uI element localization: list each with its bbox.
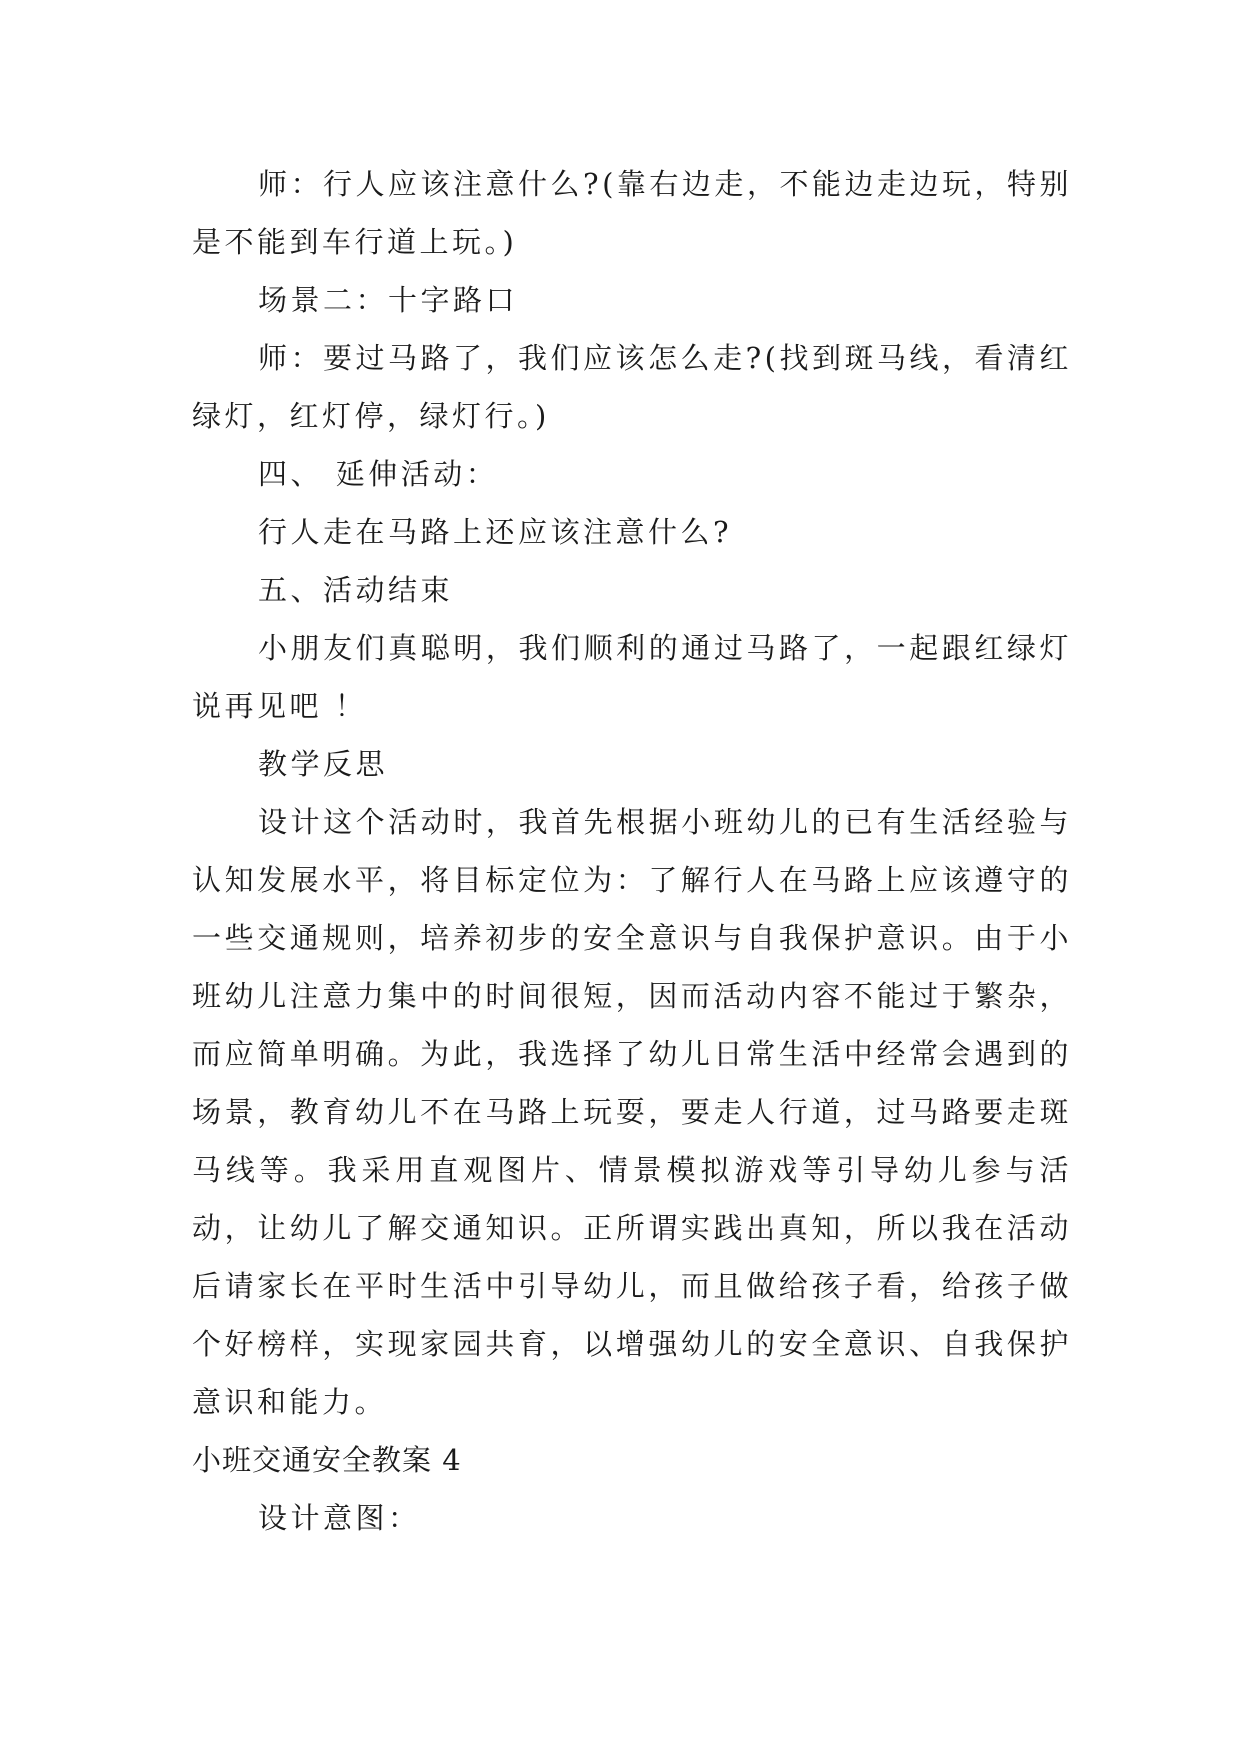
paragraph-reflection-heading: 教学反思 [258,747,389,781]
document-body [192,155,1072,1547]
paragraph-teacher-question-2: 师：要过马路了，我们应该怎么走?(找到斑马线，看清红绿灯，红灯停，绿灯行。) [192,341,1072,433]
section-title: 小班交通安全教案 4 [192,1443,462,1477]
paragraph-design-intent: 设计意图： [258,1501,421,1535]
paragraph-reflection-body: 设计这个活动时，我首先根据小班幼儿的已有生活经验与认知发展水平，将目标定位为：了解行人在马路上应该遵守的一些交通规则，培养初步的安全意识与自我保护意识。由于小班幼儿注意力集中的时间很短，因而活动内容不能过于繁杂，而应简单明确。为此，我选择了幼儿日常生活中经常会遇到的场景，教育幼儿不在马路上玩耍，要走人行道，过马路要走斑马线等。我采用直观图片、情景模拟游戏等引导幼儿参与活动，让幼儿了解交通知识。正所谓实践出真知，所以我在活动后请家长在平时生活中引导幼儿，而且做给孩子看，给孩子做个好榜样，实现家园共育，以增强幼儿的安全意识、自我保护意识和能力。 [192,805,1072,1419]
paragraph-extension-activity: 四、 延伸活动： [258,457,499,491]
paragraph-pedestrian-question: 行人走在马路上还应该注意什么? [258,515,733,549]
paragraph-goodbye: 小朋友们真聪明，我们顺利的通过马路了，一起跟红绿灯说再见吧 ！ [192,631,1072,723]
paragraph-teacher-question-1: 师：行人应该注意什么?(靠右边走，不能边走边玩，特别是不能到车行道上玩。) [192,167,1072,259]
paragraph-scene-two: 场景二：十字路口 [258,283,519,317]
paragraph-activity-end: 五、活动结束 [258,573,454,607]
